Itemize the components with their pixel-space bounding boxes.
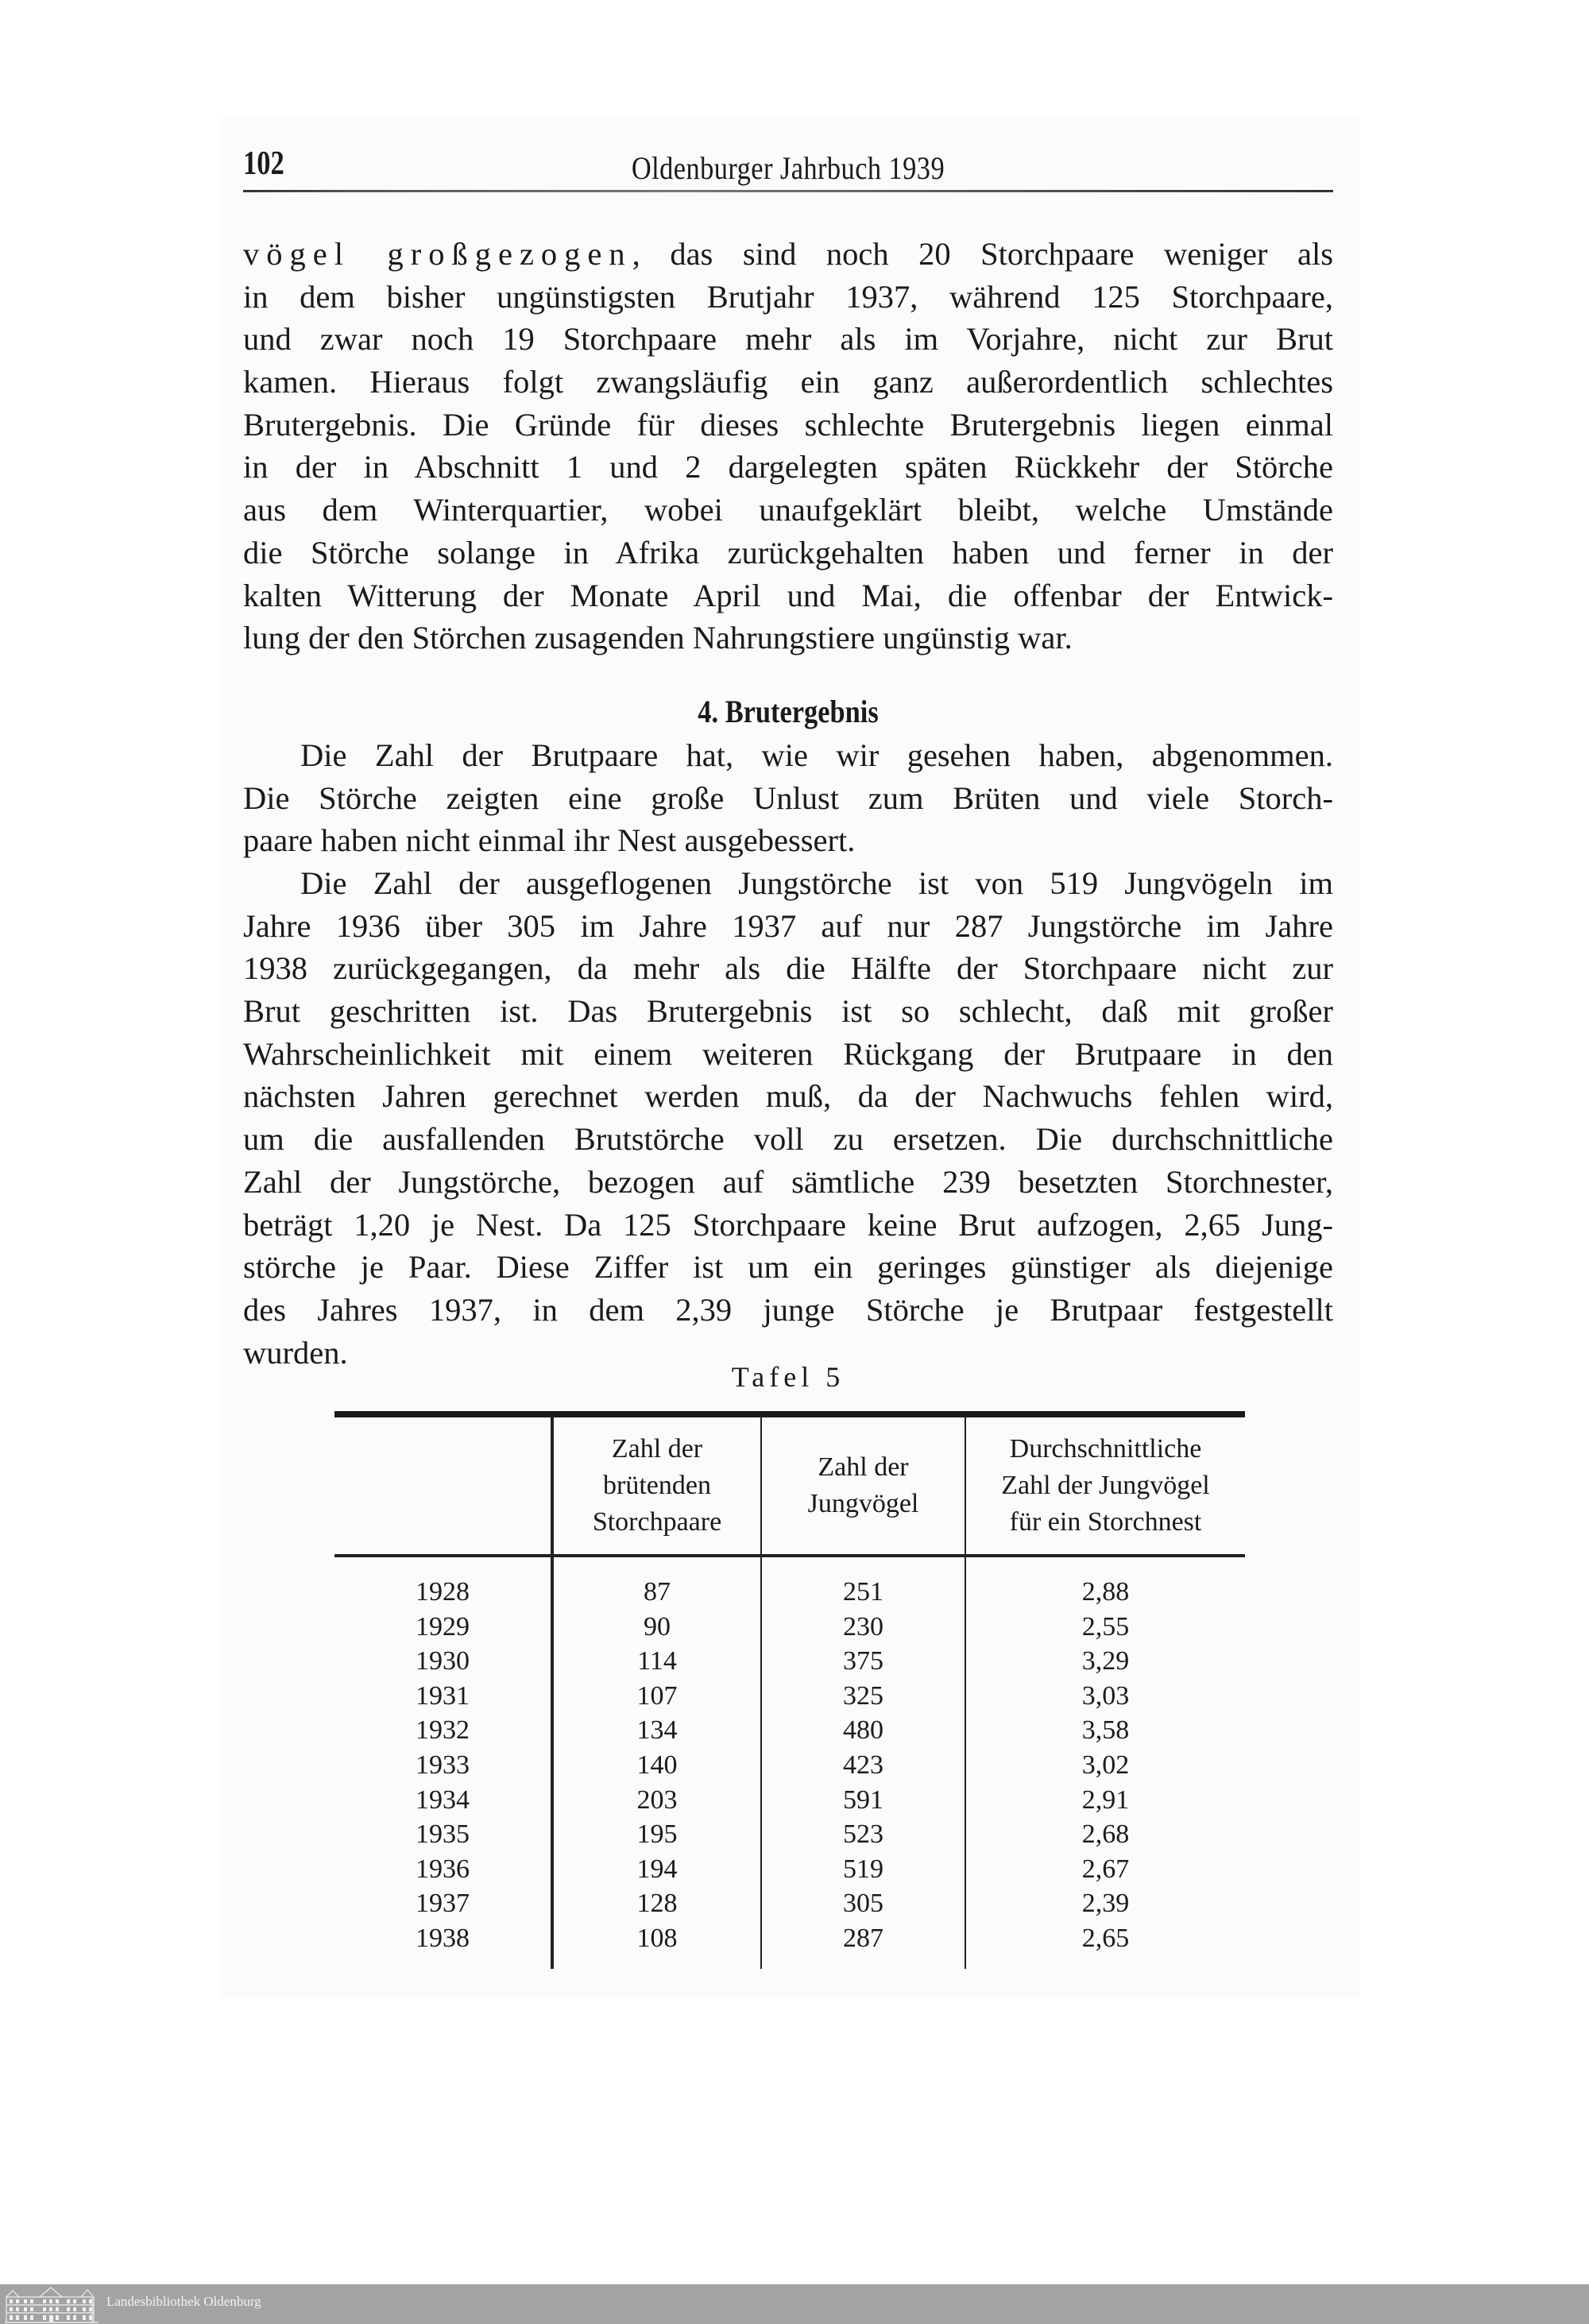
- cell-average: 2,68: [1081, 1819, 1130, 1850]
- page-number: 102: [243, 145, 284, 182]
- cell-year: 1932: [416, 1715, 470, 1746]
- cell-young-birds: 480: [843, 1715, 883, 1746]
- cell-young-birds: 305: [843, 1889, 883, 1919]
- footer-bar: [0, 2284, 1589, 2324]
- text-line: wurden.: [243, 1334, 348, 1371]
- table-row: [334, 1852, 1245, 1887]
- cell-year: 1938: [416, 1923, 470, 1953]
- cell-young-birds: 251: [843, 1577, 883, 1607]
- text-line: kamen. Hieraus folgt zwangsläufig ein ganz außerordentlich schlechtes: [243, 364, 1333, 400]
- text-line: beträgt 1,20 je Nest. Da 125 Storchpaare keine Brut aufzogen, 2,65 Jung-: [243, 1206, 1333, 1243]
- table-caption: Tafel 5: [731, 1361, 845, 1393]
- cell-average: 2,39: [1081, 1889, 1130, 1919]
- text-line: um die ausfallenden Brutstörche voll zu ersetzen. Die durchschnittliche: [243, 1121, 1333, 1158]
- cell-year: 1930: [416, 1646, 470, 1676]
- spaced-emphasis: vögel großgezogen: [243, 236, 632, 272]
- text-line: vögel großgezogen, das sind noch 20 Storchpaare weniger als: [243, 236, 1333, 272]
- cell-breeding-pairs: 107: [636, 1680, 678, 1711]
- text-line: und zwar noch 19 Storchpaare mehr als im Vorjahre, nicht zur Brut: [243, 321, 1333, 358]
- text-line: Wahrscheinlichkeit mit einem weiteren Rückgang der Brutpaare in den: [243, 1035, 1333, 1072]
- paragraph-jungstoerche: [243, 862, 1333, 1374]
- table-row: [334, 1713, 1245, 1748]
- text-line: kalten Witterung der Monate April und Mai, die offenbar der Entwick-: [243, 577, 1333, 613]
- cell-breeding-pairs: 203: [636, 1785, 678, 1815]
- cell-year: 1929: [416, 1611, 470, 1641]
- column-header-young-birds: Zahl der Jungvögel: [807, 1452, 919, 1518]
- text-line: Die Störche zeigten eine große Unlust zum Brüten und viele Storch-: [243, 779, 1333, 816]
- table-row: [334, 1748, 1245, 1783]
- text-line: lung der den Störchen zusagenden Nahrungstiere ungünstig war.: [243, 620, 1073, 656]
- footer-library-name: Landesbibliothek Oldenburg: [106, 2294, 261, 2309]
- text-line: nächsten Jahren gerechnet werden muß, da der Nachwuchs fehlen wird,: [243, 1078, 1333, 1115]
- table-row: [334, 1575, 1245, 1610]
- cell-year: 1933: [416, 1750, 470, 1780]
- library-building-icon: [5, 2286, 99, 2324]
- cell-young-birds: 519: [843, 1854, 883, 1884]
- cell-average: 3,03: [1081, 1680, 1130, 1711]
- cell-year: 1935: [416, 1819, 470, 1850]
- cell-young-birds: 375: [843, 1646, 883, 1676]
- cell-young-birds: 423: [843, 1750, 883, 1780]
- text-line: des Jahres 1937, in dem 2,39 junge Störche je Brutpaar festgestellt: [243, 1291, 1333, 1328]
- table-row: [334, 1644, 1245, 1679]
- table-header-rule: [334, 1554, 1245, 1557]
- cell-year: 1937: [416, 1889, 470, 1919]
- paragraph-continuation: [243, 233, 1333, 659]
- text-line: Brutergebnis. Die Gründe für dieses schlechte Brutergebnis liegen einmal: [243, 406, 1333, 443]
- cell-breeding-pairs: 87: [644, 1577, 671, 1607]
- cell-breeding-pairs: 134: [636, 1715, 678, 1746]
- cell-year: 1931: [416, 1680, 470, 1711]
- cell-young-birds: 287: [843, 1923, 883, 1953]
- cell-average: 3,58: [1081, 1715, 1130, 1746]
- cell-average: 3,29: [1081, 1646, 1130, 1676]
- table-row: [334, 1610, 1245, 1645]
- journal-title: Oldenburger Jahrbuch 1939: [631, 150, 945, 186]
- cell-average: 2,91: [1081, 1785, 1130, 1815]
- table-row: [334, 1921, 1245, 1956]
- cell-breeding-pairs: 194: [636, 1854, 678, 1884]
- cell-average: 2,67: [1081, 1854, 1130, 1884]
- cell-young-birds: 230: [843, 1611, 883, 1641]
- cell-breeding-pairs: 128: [636, 1889, 678, 1919]
- cell-breeding-pairs: 140: [636, 1750, 678, 1780]
- text-line: 1938 zurückgegangen, da mehr als die Hälfte der Storchpaare nicht zur: [243, 950, 1333, 987]
- table-row: [334, 1783, 1245, 1818]
- text-line: Die Zahl der Brutpaare hat, wie wir gesehen haben, abgenommen.: [300, 737, 1333, 773]
- cell-breeding-pairs: 114: [637, 1646, 677, 1676]
- table-row: [334, 1886, 1245, 1921]
- cell-young-birds: 523: [843, 1819, 883, 1850]
- column-header-average-per-nest: Durchschnittliche Zahl der Jungvögel für ein Storchnest: [1001, 1434, 1210, 1537]
- table-body: [334, 1575, 1245, 1956]
- cell-average: 2,55: [1081, 1611, 1130, 1641]
- cell-year: 1928: [416, 1577, 470, 1607]
- text-line: Brut geschritten ist. Das Brutergebnis ist so schlecht, daß mit großer: [243, 993, 1333, 1030]
- cell-young-birds: 325: [843, 1680, 883, 1711]
- cell-average: 3,02: [1081, 1750, 1130, 1780]
- text-line: die Störche solange in Afrika zurückgehalten haben und ferner in der: [243, 534, 1333, 570]
- table-row: [334, 1679, 1245, 1714]
- cell-average: 2,65: [1081, 1923, 1130, 1953]
- text-line: Die Zahl der ausgeflogenen Jungstörche ist von 519 Jungvögeln im: [300, 865, 1333, 901]
- table-row: [334, 1817, 1245, 1852]
- table-top-rule: [334, 1411, 1245, 1417]
- text-line: paare haben nicht einmal ihr Nest ausgebessert.: [243, 822, 856, 859]
- text-line: störche je Paar. Diese Ziffer ist um ein geringes günstiger als diejenige: [243, 1249, 1333, 1286]
- paragraph-brutpaare: [243, 734, 1333, 862]
- running-head: [243, 145, 1333, 192]
- cell-breeding-pairs: 90: [644, 1611, 671, 1641]
- section-heading: 4. Brutergebnis: [698, 694, 879, 729]
- cell-breeding-pairs: 108: [636, 1923, 678, 1953]
- cell-breeding-pairs: 195: [636, 1819, 678, 1850]
- text-line: in der in Abschnitt 1 und 2 dargelegten späten Rückkehr der Störche: [243, 449, 1333, 485]
- cell-young-birds: 591: [843, 1785, 883, 1815]
- column-header-breeding-pairs: Zahl der brütenden Storchpaare: [592, 1434, 722, 1537]
- cell-year: 1936: [416, 1854, 470, 1884]
- cell-average: 2,88: [1081, 1577, 1130, 1607]
- header-rule: [243, 190, 1333, 192]
- text-line: Jahre 1936 über 305 im Jahre 1937 auf nur 287 Jungstörche im Jahre: [243, 907, 1333, 944]
- text-line: aus dem Winterquartier, wobei unaufgeklärt bleibt, welche Umstände: [243, 492, 1333, 528]
- text-line: Zahl der Jungstörche, bezogen auf sämtliche 239 besetzten Storchnester,: [243, 1163, 1333, 1200]
- text-line: in dem bisher ungünstigsten Brutjahr 1937, während 125 Storchpaare,: [243, 278, 1333, 315]
- cell-year: 1934: [416, 1785, 470, 1815]
- data-table: [334, 1411, 1245, 1969]
